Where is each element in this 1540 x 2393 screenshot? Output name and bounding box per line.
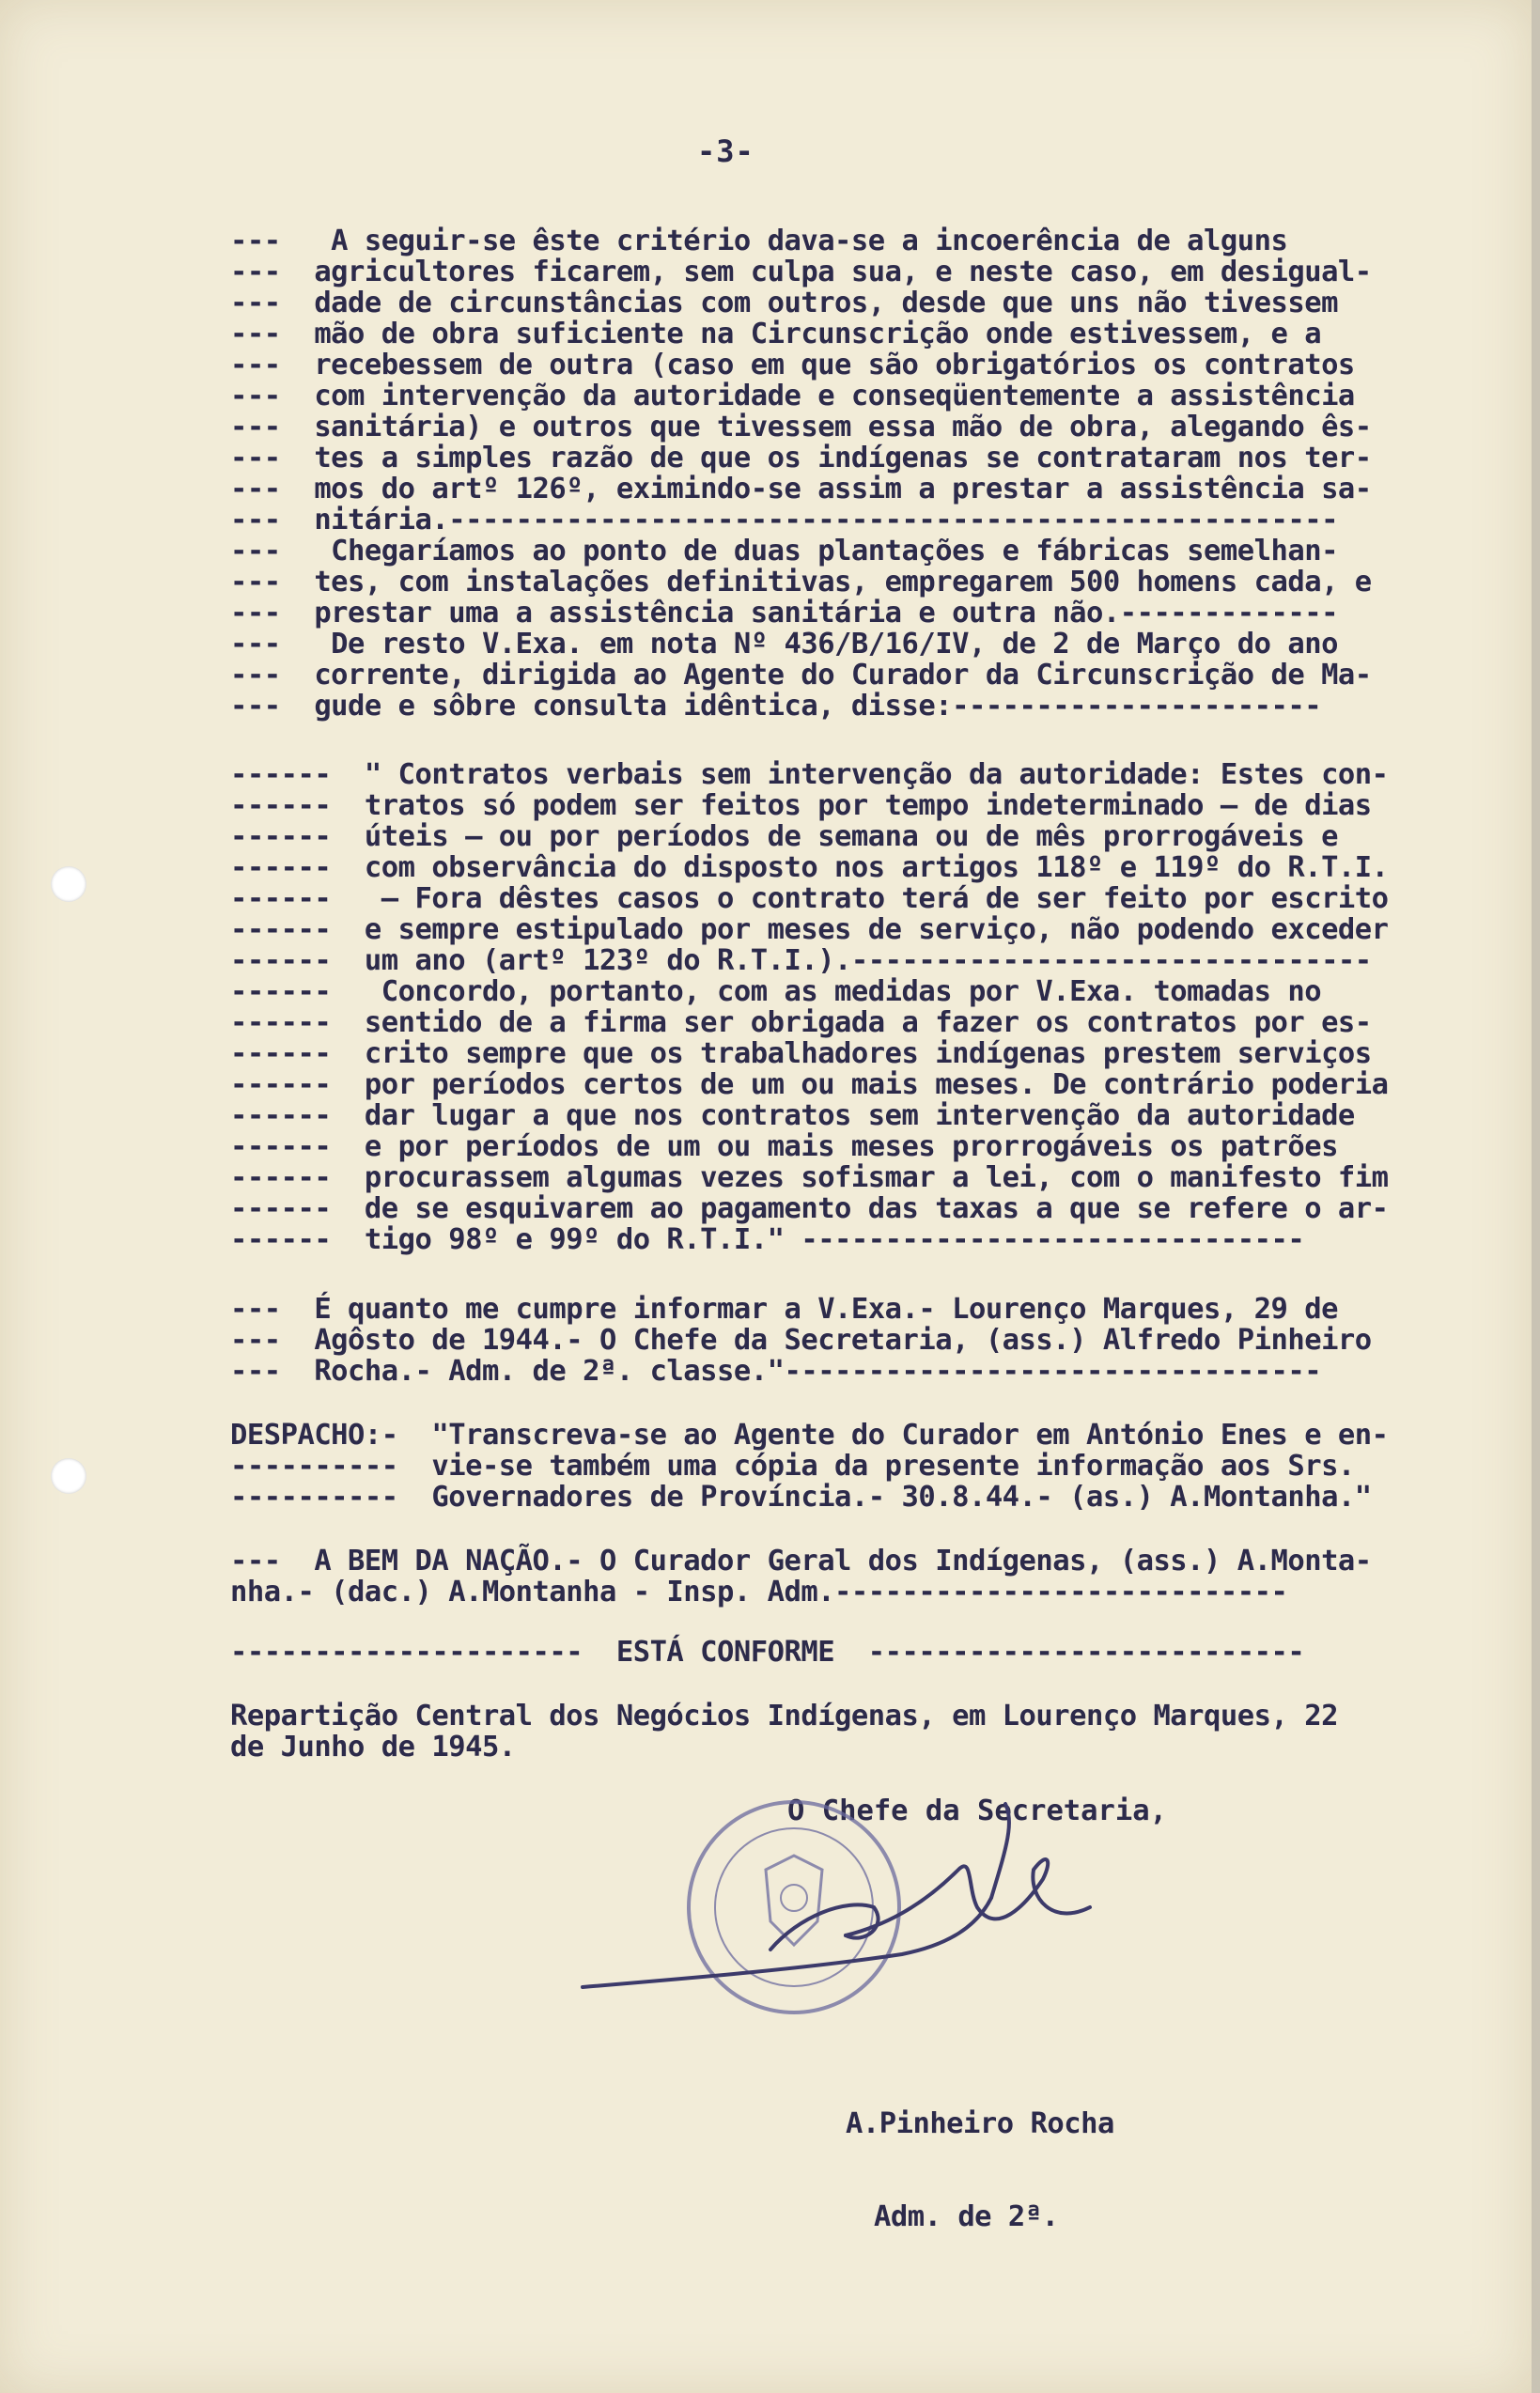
text-line: --- gude e sôbre consulta idêntica, disse:----------------------: [230, 690, 1322, 723]
page-number: -3-: [697, 133, 754, 169]
text-line: ------ " Contratos verbais sem intervenção da autoridade: Estes con-: [230, 758, 1389, 791]
paragraph-1: [230, 225, 1372, 722]
text-line: --- mos do artº 126º, eximindo-se assim a prestar a assistência sa-: [230, 473, 1372, 505]
text-line: ------ e por períodos de um ou mais meses prorrogáveis os patrões: [230, 1130, 1338, 1163]
text-line: ------ crito sempre que os trabalhadores indígenas prestem serviços: [230, 1037, 1372, 1070]
text-line: ------ sentido de a firma ser obrigada a fazer os contratos por es-: [230, 1006, 1372, 1039]
text-line: --- sanitária) e outros que tivessem essa mão de obra, alegando ês-: [230, 411, 1372, 443]
text-line: --- mão de obra suficiente na Circunscrição onde estivessem, e a: [230, 318, 1322, 350]
origin-paragraph: [230, 1701, 1338, 1763]
text-line: --- corrente, dirigida ao Agente do Curador da Circunscrição de Ma-: [230, 659, 1372, 691]
page-edge: [1532, 0, 1540, 2393]
text-line: ------ dar lugar a que nos contratos sem intervenção da autoridade: [230, 1099, 1355, 1132]
punch-hole-top: [51, 866, 86, 902]
text-line: ------ tigo 98º e 99º do R.T.I." ------------------------------: [230, 1223, 1305, 1256]
punch-hole-bottom: [51, 1458, 86, 1494]
text-line: --------------------- ESTÁ CONFORME --------------------------: [230, 1636, 1305, 1669]
text-line: ------ um ano (artº 123º do R.T.I.).-------------------------------: [230, 944, 1372, 977]
text-line: --- tes, com instalações definitivas, empregarem 500 homens cada, e: [230, 566, 1372, 598]
text-line: ------ procurassem algumas vezes sofismar a lei, com o manifesto fim: [230, 1161, 1389, 1194]
text-line: ---------- vie-se também uma cópia da presente informação aos Srs.: [230, 1450, 1355, 1483]
text-line: ---------- Governadores de Província.- 30.8.44.- (as.) A.Montanha.": [230, 1481, 1372, 1514]
text-line: --- Chegaríamos ao ponto de duas plantações e fábricas semelhan-: [230, 535, 1338, 567]
text-line: ------ — Fora dêstes casos o contrato terá de ser feito por escrito: [230, 882, 1389, 915]
signatory-rank: Adm. de 2ª.: [874, 2200, 1059, 2233]
text-line: --- De resto V.Exa. em nota Nº 436/B/16/IV, de 2 de Março do ano: [230, 628, 1338, 660]
text-line: Repartição Central dos Negócios Indígenas, em Lourenço Marques, 22: [230, 1700, 1338, 1733]
text-line: de Junho de 1945.: [230, 1731, 516, 1764]
signatory-block: [846, 2046, 1114, 2263]
text-line: --- nitária.-----------------------------------------------------: [230, 504, 1338, 536]
signatory-name: A.Pinheiro Rocha: [846, 2107, 1114, 2140]
text-line: --- recebessem de outra (caso em que são obrigatórios os contratos: [230, 349, 1355, 381]
text-line: --- É quanto me cumpre informar a V.Exa.- Lourenço Marques, 29 de: [230, 1293, 1338, 1326]
despacho-paragraph: [230, 1420, 1389, 1513]
text-line: --- Agôsto de 1944.- O Chefe da Secretaria, (ass.) Alfredo Pinheiro: [230, 1324, 1372, 1357]
quoted-note: [230, 759, 1389, 1255]
text-line: ------ tratos só podem ser feitos por tempo indeterminado — de dias: [230, 789, 1372, 822]
esta-conforme-line: [230, 1637, 1304, 1668]
handwritten-signature: [583, 1804, 1090, 1987]
text-line: ------ Concordo, portanto, com as medidas por V.Exa. tomadas no: [230, 975, 1322, 1008]
text-line: --- tes a simples razão de que os indígenas se contrataram nos ter-: [230, 442, 1372, 474]
text-line: ------ e sempre estipulado por meses de serviço, não podendo exceder: [230, 913, 1389, 946]
text-line: --- A seguir-se êste critério dava-se a incoerência de alguns: [230, 225, 1288, 257]
text-line: DESPACHO:- "Transcreva-se ao Agente do Curador em António Enes e en-: [230, 1419, 1389, 1452]
text-line: --- agricultores ficarem, sem culpa sua, e neste caso, em desigual-: [230, 256, 1372, 288]
signoff-line: O Chefe da Secretaria,: [787, 1795, 1167, 1827]
text-line: ------ de se esquivarem ao pagamento das taxas a que se refere o ar-: [230, 1192, 1389, 1225]
text-line: --- Rocha.- Adm. de 2ª. classe."--------------------------------: [230, 1355, 1322, 1388]
bem-da-nacao-paragraph: [230, 1546, 1372, 1608]
closing-paragraph: [230, 1294, 1372, 1387]
text-line: --- com intervenção da autoridade e conseqüentemente a assistência: [230, 380, 1355, 412]
text-line: nha.- (dac.) A.Montanha - Insp. Adm.---------------------------: [230, 1576, 1288, 1608]
text-line: --- dade de circunstâncias com outros, desde que uns não tivessem: [230, 287, 1338, 319]
text-line: --- A BEM DA NAÇÃO.- O Curador Geral dos Indígenas, (ass.) A.Monta-: [230, 1545, 1372, 1577]
text-line: ------ úteis — ou por períodos de semana ou de mês prorrogáveis e: [230, 820, 1338, 853]
text-line: ------ por períodos certos de um ou mais meses. De contrário poderia: [230, 1068, 1389, 1101]
text-line: ------ com observância do disposto nos artigos 118º e 119º do R.T.I.: [230, 851, 1389, 884]
text-line: --- prestar uma a assistência sanitária e outra não.-------------: [230, 597, 1338, 629]
